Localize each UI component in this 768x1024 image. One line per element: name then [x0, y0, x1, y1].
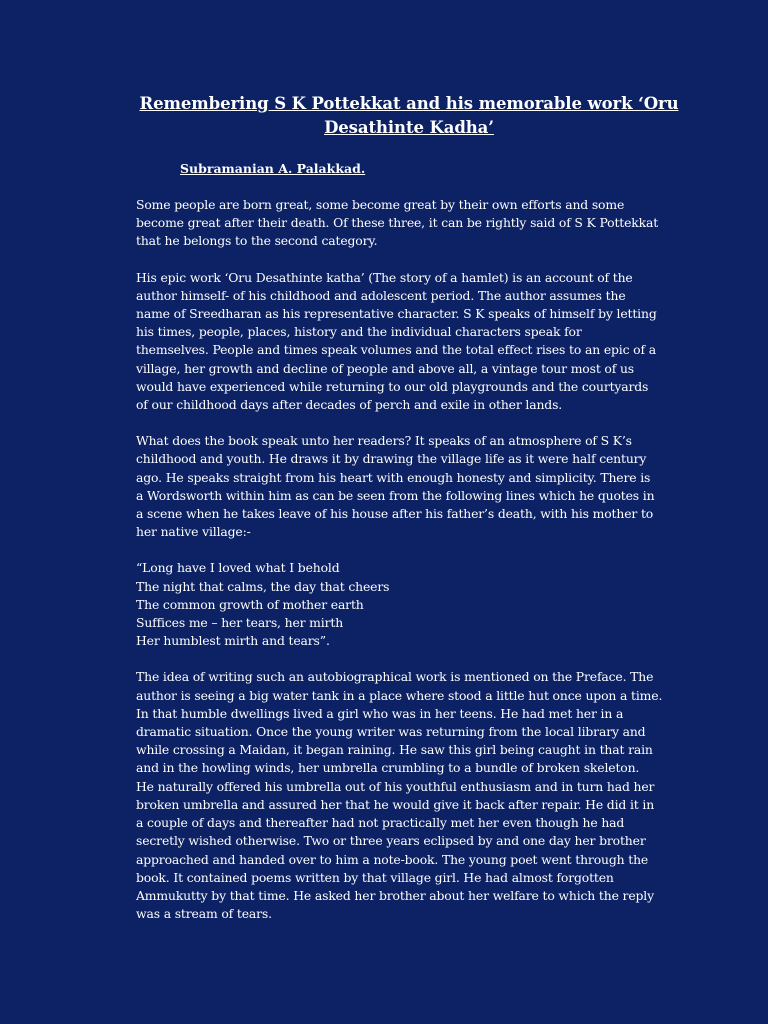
text-line: childhood and youth. He draws it by drawing the village life as it were half century: [136, 451, 647, 467]
text-line: Suffices me – her tears, her mirth: [136, 615, 344, 631]
text-line: broken umbrella and assured her that he would give it back after repair. He did it in: [136, 796, 655, 812]
text-line: a Wordsworth within him as can be seen from the following lines which he quotes in: [136, 487, 655, 503]
text-line: name of Sreedharan as his representative character. S K speaks of himself by letting: [136, 306, 657, 322]
paragraph: [136, 269, 682, 415]
text-line: His epic work ‘Oru Desathinte katha’ (The story of a hamlet) is an account of the: [136, 269, 633, 285]
text-line: her native village:-: [136, 524, 251, 540]
text-line: secretly wished otherwise. Two or three years eclipsed by and one day her brother: [136, 833, 646, 849]
document-body: [136, 196, 682, 923]
text-line: He naturally offered his umbrella out of his youthful enthusiasm and in turn had her: [136, 778, 655, 794]
text-line: a scene when he takes leave of his house after his father’s death, with his mother to: [136, 506, 654, 522]
text-line: a couple of days and thereafter had not practically met her even though he had: [136, 815, 625, 831]
text-line: book. It contained poems written by that village girl. He had almost forgotten: [136, 869, 614, 885]
text-line: Her humblest mirth and tears”.: [136, 633, 330, 649]
text-line: Some people are born great, some become great by their own efforts and some: [136, 197, 625, 212]
text-line: of our childhood days after decades of perch and exile in other lands.: [136, 397, 563, 413]
text-line: themselves. People and times speak volumes and the total effect rises to an epic of a: [136, 342, 656, 358]
text-line: “Long have I loved what I behold: [136, 560, 340, 576]
text-line: was a stream of tears.: [136, 906, 272, 922]
text-line: his times, people, places, history and the individual characters speak for: [136, 324, 582, 340]
text-line: author himself- of his childhood and adolescent period. The author assumes the: [136, 287, 626, 303]
text-line: ago. He speaks straight from his heart with enough honesty and simplicity. There is: [136, 469, 651, 485]
text-line: The night that calms, the day that cheers: [136, 578, 390, 594]
text-line: approached and handed over to him a note-book. The young poet went through the: [136, 851, 649, 867]
text-line: while crossing a Maidan, it began raining. He saw this girl being caught in that rain: [136, 742, 653, 758]
paragraph: [136, 196, 682, 251]
document-page: [136, 92, 682, 941]
text-line: would have experienced while returning to our old playgrounds and the courtyards: [136, 378, 649, 394]
text-line: become great after their death. Of these three, it can be rightly said of S K Pottekkat: [136, 215, 659, 231]
title-line-2: Desathinte Kadha’: [324, 118, 494, 137]
text-line: author is seeing a big water tank in a place where stood a little hut once upon a time.: [136, 687, 663, 703]
text-line: and in the howling winds, her umbrella crumbling to a bundle of broken skeleton.: [136, 760, 640, 776]
text-line: In that humble dwellings lived a girl who was in her teens. He had met her in a: [136, 705, 624, 721]
title-line-1: Remembering S K Pottekkat and his memorable work ‘Oru: [139, 94, 679, 113]
text-line: Ammukutty by that time. He asked her brother about her welfare to which the reply: [136, 887, 654, 903]
paragraph: [136, 432, 682, 541]
document-title: [136, 92, 682, 140]
quoted-verse: [136, 559, 682, 650]
text-line: village, her growth and decline of people and above all, a vintage tour most of us: [136, 360, 635, 376]
text-line: The idea of writing such an autobiographical work is mentioned on the Preface. The: [136, 669, 654, 685]
paragraph: [136, 668, 682, 923]
author-byline: Subramanian A. Palakkad.: [180, 161, 366, 176]
text-line: that he belongs to the second category.: [136, 233, 378, 249]
text-line: What does the book speak unto her readers? It speaks of an atmosphere of S K’s: [136, 433, 632, 449]
text-line: dramatic situation. Once the young writer was returning from the local library and: [136, 724, 646, 740]
text-line: The common growth of mother earth: [136, 596, 364, 612]
